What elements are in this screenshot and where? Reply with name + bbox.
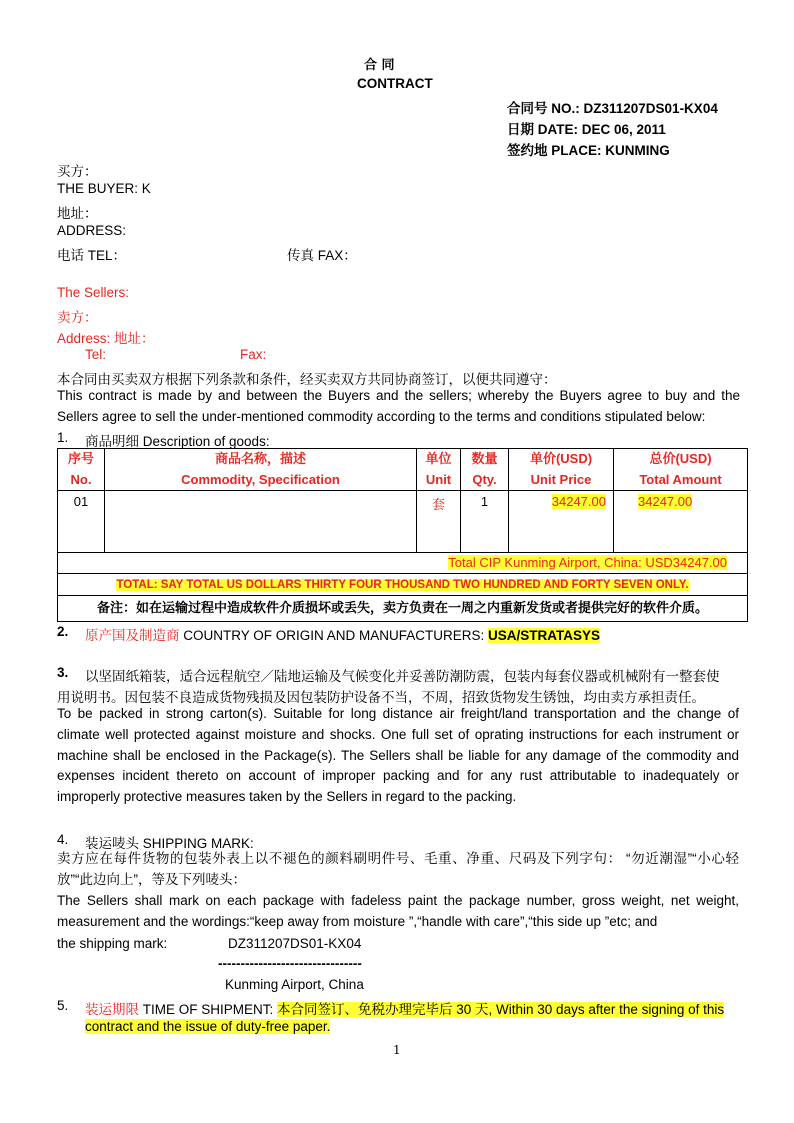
table-row — [58, 491, 748, 553]
contract-date: 日期 DATE: DEC 06, 2011 — [507, 122, 666, 137]
header-total: 总价(USD) Total Amount — [614, 449, 748, 491]
section3-en: To be packed in strong carton(s). Suitable for long distance air freight/land transportation and the change of climate well protected against moisture and shocks. One full set of oprating instructions for each instrument or machine shall be enclosed in the Package(s). The Sellers shall be liable for any damage of the commodity and expenses incident thereto on account of improper packing and for any rust attributable to inadequately or improperly protective measures taken by the Sellers in regard to the packing. — [57, 706, 739, 805]
shipping-mark-destination: Kunming Airport, China — [225, 977, 364, 992]
contract-place: 签约地 PLACE: KUNMING — [507, 143, 670, 158]
header-unit-price: 单价(USD) Unit Price — [509, 449, 614, 491]
total-line-row — [58, 553, 748, 574]
table-header-row — [58, 449, 748, 491]
row-commodity — [105, 491, 417, 553]
header-no: 序号 No. — [58, 449, 105, 491]
section5-number: 5. — [57, 998, 69, 1013]
page-number: 1 — [393, 1043, 401, 1057]
row-unit-price: 34247.00 — [509, 491, 614, 553]
header-unit: 单位 Unit — [417, 449, 461, 491]
row-unit: 套 — [417, 491, 461, 553]
section1-title: 商品明细 Description of goods: — [85, 434, 270, 449]
section5-line2 — [85, 1019, 330, 1034]
section4-en: The Sellers shall mark on each package with fadeless paint the package number, gross weight, net weight, measurement and the wordings:“keep away from moisture ”,“handle with care”,“this side up ”etc; and — [57, 893, 739, 929]
total-line: Total CIP Kunming Airport, China: USD34247.00 — [58, 553, 748, 574]
section4-title: 装运唛头 SHIPPING MARK: — [85, 836, 254, 851]
row-no: 01 — [58, 491, 105, 553]
row-total: 34247.00 — [614, 491, 748, 553]
section2-cn: 原产国及制造商 — [85, 628, 180, 643]
section2-en: COUNTRY OF ORIGIN AND MANUFACTURERS: — [179, 628, 489, 643]
seller-tel: Tel: — [85, 347, 107, 362]
shipping-mark-value: DZ311207DS01-KX04 — [228, 936, 362, 951]
buyer-label-en: THE BUYER: K — [57, 181, 151, 196]
section4-number: 4. — [57, 832, 69, 847]
section3-number: 3. — [57, 665, 69, 680]
goods-table — [57, 448, 748, 622]
buyer-label-cn: 买方： — [57, 164, 98, 179]
seller-label-en: The Sellers: — [57, 285, 130, 300]
seller-address: Address: 地址： — [57, 331, 155, 346]
seller-fax: Fax: — [240, 347, 267, 362]
section2-line — [85, 624, 600, 644]
shipment-time-value-cont: contract and the issue of duty-free paper. — [85, 1019, 331, 1034]
seller-label-cn: 卖方： — [57, 310, 98, 325]
row-qty: 1 — [461, 491, 509, 553]
origin-value: USA/STRATASYS — [488, 628, 601, 643]
remark: 备注：如在运输过程中造成软件介质损坏或丢失，卖方负责在一周之内重新发货或者提供完好的软件介质。 — [58, 596, 748, 622]
contract-number: 合同号 NO.: DZ311207DS01-KX04 — [507, 101, 718, 116]
section5-line1 — [85, 998, 724, 1018]
buyer-address-en: ADDRESS: — [57, 223, 127, 238]
section4-cn: 卖方应在每件货物的包装外表上以不褪色的颜料刷明件号、毛重、净重、尺码及下列字句： “勿近潮湿”“小心轻放”“此边向上”，等及下列唛头： — [57, 851, 739, 887]
remark-row — [58, 596, 748, 622]
section5-en: TIME OF SHIPMENT: — [139, 1002, 278, 1017]
shipping-mark-rule: -------------------------------- — [218, 956, 362, 971]
section3-cn-line1: 以坚固纸箱装，适合远程航空／陆地运输及气候变化并妥善防潮防震，包装内每套仪器或机械附有一整套使 — [85, 669, 720, 684]
section5-cn: 装运期限 — [85, 1002, 139, 1017]
section1-number: 1. — [57, 430, 69, 445]
buyer-fax: 传真 FAX： — [287, 248, 357, 263]
intro-cn: 本合同由买卖双方根据下列条款和条件，经买卖双方共同协商签订，以便共同遵守： — [57, 372, 557, 387]
section3-cn-line2: 用说明书。因包装不良造成货物残损及因包装防护设备不当，不周，招致货物发生锈蚀，均由卖方承担责任。 — [57, 690, 705, 705]
buyer-tel: 电话 TEL： — [57, 248, 127, 263]
title-en: CONTRACT — [357, 76, 433, 91]
shipping-mark-label: the shipping mark: — [57, 936, 168, 951]
header-commodity: 商品名称，描述 Commodity, Specification — [105, 449, 417, 491]
section2-number: 2. — [57, 624, 69, 639]
intro-en: This contract is made by and between the Buyers and the sellers; whereby the Buyers agree to buy and the Sellers agree to sell the under-mentioned commodity according to the terms and conditions stipulated below: — [57, 388, 740, 424]
shipment-time-value: 本合同签订、免税办理完毕后 30 天, Within 30 days after the signing of this — [277, 1002, 725, 1017]
total-words: TOTAL: SAY TOTAL US DOLLARS THIRTY FOUR THOUSAND TWO HUNDRED AND FORTY SEVEN ONLY. — [58, 574, 748, 596]
title-cn: 合 同 — [364, 58, 395, 73]
total-words-row — [58, 574, 748, 596]
header-qty: 数量 Qty. — [461, 449, 509, 491]
buyer-address-cn: 地址： — [57, 206, 98, 221]
